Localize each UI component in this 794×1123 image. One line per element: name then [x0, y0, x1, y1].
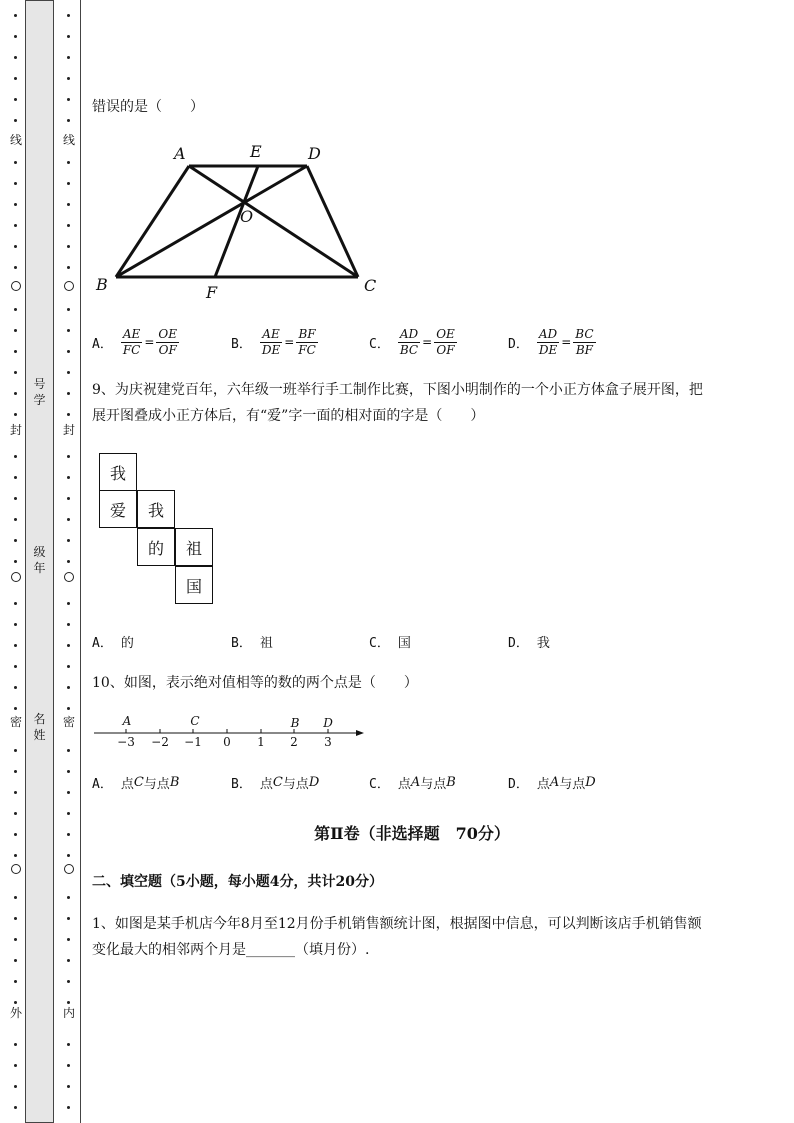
q8-stem-tail: 错误的是（ ） [92, 99, 204, 115]
q10-options [92, 762, 732, 802]
binding-dot [67, 35, 70, 38]
binding-dot [67, 455, 70, 458]
binding-dot [67, 623, 70, 626]
binding-dot [14, 308, 17, 311]
fraction: $\frac{BC}{BF}$ [575, 326, 594, 357]
q9-stem-line1: 9、为庆祝建党百年，六年级一班举行手工制作比赛，下图小明制作的一个小正方体盒子展开图，把 [92, 382, 703, 398]
cube-net [99, 453, 219, 608]
net-cell-de: 的 [137, 528, 175, 566]
binding-dot [14, 644, 17, 647]
q8-option-d[interactable]: D． $\frac{AD}{DE}$ = $\frac{BC}{BF}$ [508, 326, 594, 357]
binding-dot [14, 161, 17, 164]
binding-dot [67, 371, 70, 374]
binding-dot [67, 392, 70, 395]
binding-hole-icon [11, 572, 21, 582]
fraction: $\frac{AD}{BC}$ [399, 326, 419, 357]
binding-dot [14, 749, 17, 752]
q8-option-b[interactable]: B． $\frac{AE}{DE}$ = $\frac{BF}{FC}$ [231, 326, 316, 357]
point-label-D: D [323, 716, 333, 730]
binding-dot [67, 770, 70, 773]
tick-label: 3 [324, 735, 332, 749]
fraction: $\frac{BF}{FC}$ [298, 326, 316, 357]
binding-mark: 外 [9, 1006, 22, 1020]
fraction: $\frac{OE}{OF}$ [436, 326, 455, 357]
binding-dot [14, 707, 17, 710]
binding-hole-icon [64, 864, 74, 874]
binding-dot [14, 98, 17, 101]
trapezoid-lines [116, 166, 358, 277]
part2-title: 第Ⅱ卷（非选择题 70分） [314, 824, 510, 843]
binding-dot [67, 203, 70, 206]
tick-label: 0 [223, 735, 231, 749]
binding-dot [14, 518, 17, 521]
net-cell-guo: 国 [175, 566, 213, 604]
binding-dot [67, 413, 70, 416]
binding-dot [14, 329, 17, 332]
fill-q1-line2: 变化最大的相邻两个月是_______（填月份）. [92, 942, 370, 958]
fraction: $\frac{AE}{DE}$ [261, 326, 281, 357]
binding-dot [14, 266, 17, 269]
trapezoid-figure [92, 135, 392, 305]
binding-dot [67, 350, 70, 353]
vertex-C: C [364, 276, 377, 295]
q8-option-c[interactable]: C． $\frac{AD}{BC}$ = $\frac{OE}{OF}$ [369, 326, 455, 357]
binding-dot [14, 917, 17, 920]
binding-dot [67, 476, 70, 479]
vertex-D: D [308, 144, 321, 163]
fraction: $\frac{OE}{OF}$ [158, 326, 178, 357]
point-label-B: B [290, 716, 300, 730]
label-nianji: 级 年 [33, 545, 46, 575]
fraction: $\frac{AE}{FC}$ [122, 326, 141, 357]
tick-label: −1 [184, 735, 202, 749]
net-cell-wo-top: 我 [99, 453, 137, 491]
tick-label: 1 [257, 735, 265, 749]
binding-dot [14, 1106, 17, 1109]
binding-hole-icon [11, 281, 21, 291]
binding-dot [67, 938, 70, 941]
q9-option-c[interactable]: C． 国 [369, 635, 411, 651]
binding-dot [67, 1064, 70, 1067]
net-cell-zu: 祖 [175, 528, 213, 566]
binding-dot [14, 224, 17, 227]
binding-hole-icon [11, 864, 21, 874]
binding-dot [14, 980, 17, 983]
vertex-B: B [96, 275, 108, 294]
binding-margin [0, 0, 82, 1123]
binding-dot [14, 938, 17, 941]
binding-dot [14, 602, 17, 605]
binding-dot [67, 1106, 70, 1109]
binding-dot [67, 266, 70, 269]
binding-dot [67, 854, 70, 857]
binding-dot [14, 833, 17, 836]
q9-option-b[interactable]: B． 祖 [231, 635, 273, 651]
fraction: $\frac{AD}{DE}$ [538, 326, 558, 357]
binding-dot [67, 308, 70, 311]
fill-q1-line1: 1、如图是某手机店今年8月至12月份手机销售额统计图，根据图中信息，可以判断该店手机销售额 [92, 916, 702, 932]
binding-dot [67, 1001, 70, 1004]
binding-mark: 密 [9, 715, 22, 729]
binding-dot [67, 497, 70, 500]
binding-dot [67, 644, 70, 647]
margin-divider [80, 0, 81, 1123]
binding-dot [14, 182, 17, 185]
binding-dot [14, 119, 17, 122]
binding-dot [67, 560, 70, 563]
side-AB [116, 166, 189, 277]
binding-dot [14, 1001, 17, 1004]
binding-dot [67, 812, 70, 815]
binding-dot [14, 371, 17, 374]
q10-option-d[interactable]: D． 点 A 与点 D [508, 774, 596, 792]
binding-dot [67, 686, 70, 689]
binding-dot [14, 497, 17, 500]
binding-dot [14, 350, 17, 353]
binding-dot [14, 770, 17, 773]
binding-mark: 内 [62, 1006, 75, 1020]
q10-option-b[interactable]: B． 点 C 与点 D [231, 774, 320, 792]
binding-dot [14, 1064, 17, 1067]
number-line [92, 710, 382, 755]
outer-dot-column [9, 0, 23, 1123]
binding-mark: 线 [62, 133, 75, 147]
tick-label: 2 [290, 735, 298, 749]
binding-dot [67, 1085, 70, 1088]
binding-hole-icon [64, 572, 74, 582]
binding-dot [67, 518, 70, 521]
q10-option-c[interactable]: C． 点 A 与点 B [369, 774, 456, 792]
net-cell-ai: 爱 [99, 490, 137, 528]
binding-hole-icon [64, 281, 74, 291]
binding-dot [67, 224, 70, 227]
q9-stem-line2: 展开图叠成小正方体后，有“爱”字一面的相对面的字是（ ） [92, 408, 485, 424]
q8-options [92, 322, 732, 362]
binding-dot [14, 623, 17, 626]
binding-dot [67, 119, 70, 122]
binding-dot [14, 392, 17, 395]
binding-dot [14, 1043, 17, 1046]
binding-dot [14, 896, 17, 899]
point-F: F [206, 283, 218, 302]
binding-dot [67, 14, 70, 17]
binding-dot [14, 959, 17, 962]
q9-options [92, 621, 732, 661]
binding-dot [14, 560, 17, 563]
binding-dot [67, 791, 70, 794]
binding-dot [67, 329, 70, 332]
point-E: E [250, 142, 262, 161]
binding-dot [67, 602, 70, 605]
binding-dot [14, 665, 17, 668]
binding-dot [67, 665, 70, 668]
label-xuehao: 号 学 [33, 377, 46, 407]
binding-dot [67, 980, 70, 983]
student-info-column [25, 0, 54, 1123]
binding-dot [67, 182, 70, 185]
tick-label: −2 [151, 735, 169, 749]
point-O: O [240, 207, 254, 226]
binding-dot [67, 539, 70, 542]
binding-dot [67, 98, 70, 101]
point-label-A: A [122, 714, 132, 728]
net-cell-wo: 我 [137, 490, 175, 528]
vertex-A: A [174, 144, 186, 163]
binding-dot [67, 959, 70, 962]
binding-dot [14, 35, 17, 38]
binding-mark: 密 [62, 715, 75, 729]
axis-arrow-icon [356, 730, 364, 736]
binding-dot [14, 539, 17, 542]
binding-mark: 封 [9, 423, 22, 437]
q9-option-d[interactable]: D． 我 [508, 635, 550, 651]
binding-dot [14, 14, 17, 17]
binding-dot [67, 917, 70, 920]
binding-dot [14, 203, 17, 206]
binding-dot [14, 56, 17, 59]
q10-stem: 10、如图，表示绝对值相等的数的两个点是（ ） [92, 675, 418, 691]
diagonal-BD [116, 166, 307, 277]
binding-dot [14, 455, 17, 458]
binding-dot [67, 56, 70, 59]
binding-dot [67, 749, 70, 752]
q8-option-a[interactable]: A． $\frac{AE}{FC}$ = $\frac{OE}{OF}$ [92, 326, 178, 357]
binding-dot [14, 854, 17, 857]
binding-mark: 线 [9, 133, 22, 147]
binding-dot [67, 833, 70, 836]
binding-dot [67, 896, 70, 899]
binding-dot [67, 77, 70, 80]
label-xingming: 名 姓 [33, 712, 46, 742]
binding-dot [14, 413, 17, 416]
fill-blank-section-heading: 二、填空题（5小题，每小题4分，共计20分） [92, 874, 383, 890]
binding-dot [67, 707, 70, 710]
binding-dot [14, 77, 17, 80]
binding-dot [14, 812, 17, 815]
binding-dot [14, 476, 17, 479]
binding-dot [14, 791, 17, 794]
point-label-C: C [190, 714, 200, 728]
tick-label: −3 [117, 735, 135, 749]
binding-mark: 封 [62, 423, 75, 437]
q10-option-a[interactable]: A． 点 C 与点 B [92, 774, 180, 792]
binding-dot [14, 1085, 17, 1088]
binding-dot [14, 686, 17, 689]
binding-dot [67, 245, 70, 248]
q9-option-a[interactable]: A． 的 [92, 635, 134, 651]
binding-dot [14, 245, 17, 248]
inner-dot-column [62, 0, 76, 1123]
binding-dot [67, 1043, 70, 1046]
binding-dot [67, 161, 70, 164]
